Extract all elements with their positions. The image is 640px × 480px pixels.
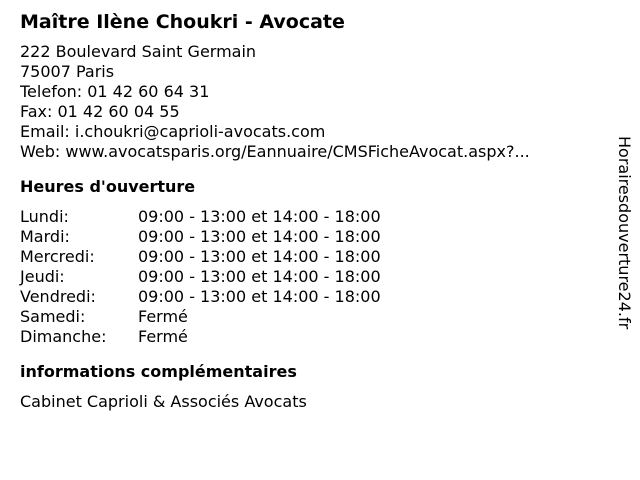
hours-row-tuesday <box>20 227 610 247</box>
business-card <box>20 10 610 412</box>
page-title: Maître Ilène Choukri - Avocate <box>20 11 345 33</box>
day-label: Jeudi: <box>20 267 65 286</box>
fax-line: Fax: 01 42 60 04 55 <box>20 102 180 121</box>
hours-list <box>20 207 610 347</box>
hours-row-wednesday <box>20 247 610 267</box>
site-brand: Horairesdouverture24.fr <box>615 136 634 330</box>
day-label: Mardi: <box>20 227 70 246</box>
extra-info-text: Cabinet Caprioli & Associés Avocats <box>20 392 307 411</box>
email-line: Email: i.choukri@caprioli-avocats.com <box>20 122 326 141</box>
hours-row-thursday <box>20 267 610 287</box>
day-hours: 09:00 - 13:00 et 14:00 - 18:00 <box>138 287 381 306</box>
hours-row-saturday <box>20 307 610 327</box>
day-label: Samedi: <box>20 307 86 326</box>
address-city: 75007 Paris <box>20 62 115 81</box>
day-hours: 09:00 - 13:00 et 14:00 - 18:00 <box>138 267 381 286</box>
hours-row-sunday <box>20 327 610 347</box>
day-label: Dimanche: <box>20 327 107 346</box>
day-hours: 09:00 - 13:00 et 14:00 - 18:00 <box>138 207 381 226</box>
day-hours: 09:00 - 13:00 et 14:00 - 18:00 <box>138 227 381 246</box>
day-label: Mercredi: <box>20 247 95 266</box>
day-hours: Fermé <box>138 327 188 346</box>
day-label: Lundi: <box>20 207 69 226</box>
day-label: Vendredi: <box>20 287 96 306</box>
phone-line: Telefon: 01 42 60 64 31 <box>20 82 210 101</box>
hours-row-monday <box>20 207 610 227</box>
address-street: 222 Boulevard Saint Germain <box>20 42 257 61</box>
web-line: Web: www.avocatsparis.org/Eannuaire/CMSFicheAvocat.aspx?... <box>20 142 530 161</box>
day-hours: Fermé <box>138 307 188 326</box>
hours-heading: Heures d'ouverture <box>20 177 196 196</box>
day-hours: 09:00 - 13:00 et 14:00 - 18:00 <box>138 247 381 266</box>
extra-info-heading: informations complémentaires <box>20 362 297 381</box>
hours-row-friday <box>20 287 610 307</box>
